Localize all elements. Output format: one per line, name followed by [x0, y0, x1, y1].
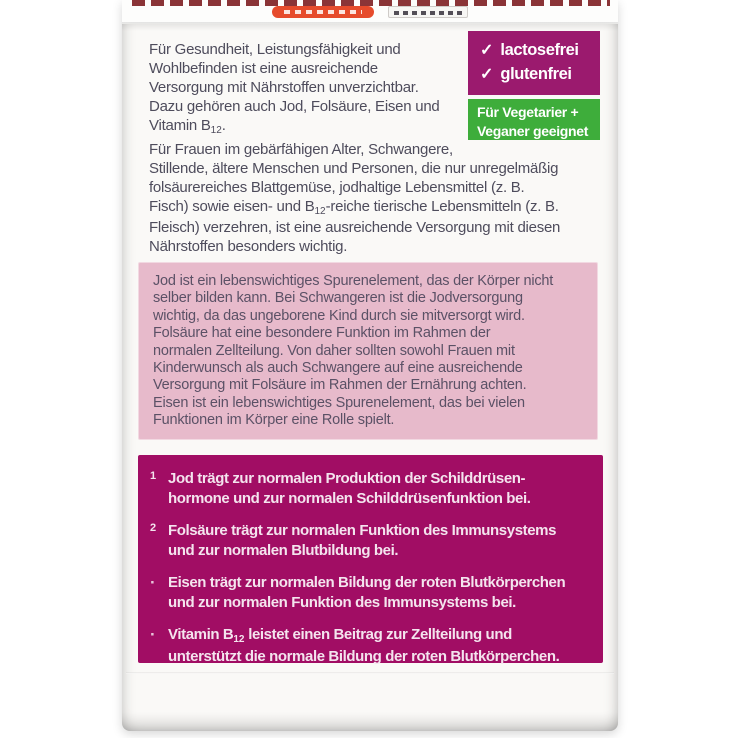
- text-line: Eisen ist ein lebenswichtiges Spurenelement, das bei vielen: [153, 394, 525, 411]
- text-line: folsäurereiches Blattgemüse, jodhaltige Lebensmittel (z. B.: [149, 179, 525, 196]
- red-label-print: [284, 10, 362, 14]
- text-line: Jod trägt zur normalen Produktion der Schilddrüsen-: [168, 470, 526, 487]
- lactosefree-label: lactosefrei: [500, 41, 579, 59]
- text-line: Vitamin $B_{12}$.: [149, 117, 226, 136]
- package-box-back: [122, 0, 618, 731]
- top-flap-red-label: [272, 6, 374, 18]
- text-line: Für Vegetarier +: [477, 104, 579, 120]
- text-line: unterstützt die normale Bildung der roten Blutkörperchen.: [168, 648, 560, 665]
- nutrient-info-panel: [138, 262, 598, 440]
- text-line: wichtig, da das ungeborene Kind durch sie mitversorgt wird.: [153, 307, 525, 324]
- top-flap-print-row: [132, 0, 610, 6]
- text-line: hormone und zur normalen Schilddrüsenfunktion bei.: [168, 490, 531, 507]
- bottom-edge-shadow: [122, 712, 618, 731]
- text-line: Versorgung mit Nährstoffen unverzichtbar.: [149, 79, 419, 96]
- text-line: Für Gesundheit, Leistungsfähigkeit und: [149, 41, 401, 58]
- claim-bullet: ·: [150, 625, 156, 644]
- text-line: Eisen trägt zur normalen Bildung der roten Blutkörperchen: [168, 574, 566, 591]
- text-line: Fleisch) verzehren, ist eine ausreichende Versorgung mit diesen: [149, 219, 561, 236]
- text-line: Für Frauen im gebärfähigen Alter, Schwangere,: [149, 141, 453, 158]
- claim-bullet: ·: [150, 573, 156, 592]
- claim-text: [168, 521, 556, 561]
- text-line: Folsäure trägt zur normalen Funktion des Immunsystems: [168, 522, 557, 539]
- claim-item-folsaeure: [150, 521, 593, 561]
- check-icon: ✓: [480, 42, 494, 59]
- flap-fold-shadow: [122, 22, 618, 31]
- text-line: und zur normalen Blutbildung bei.: [168, 542, 399, 559]
- text-line: Vitamin $B_{12}$ leistet einen Beitrag zur Zellteilung und: [168, 626, 512, 645]
- intro-paragraph-2: [149, 140, 605, 256]
- text-line: Fisch) sowie eisen- und $B_{12}$-reiche tierische Lebensmitteln (z. B.: [149, 198, 559, 217]
- check-icon: ✓: [480, 66, 494, 83]
- claim-text: [168, 573, 565, 613]
- text-line: Dazu gehören auch Jod, Folsäure, Eisen und: [149, 98, 440, 115]
- top-flap-code-label: [388, 6, 468, 18]
- text-line: Jod ist ein lebenswichtiges Spurenelement, das der Körper nicht: [153, 273, 554, 289]
- health-claims-panel: [138, 455, 603, 663]
- claim-marker: 2: [150, 522, 156, 534]
- intro-text: [149, 40, 605, 259]
- claim-item-jod: [150, 469, 593, 509]
- claim-text: [168, 469, 531, 509]
- intro-paragraph-1: [149, 40, 605, 137]
- code-label-print: [394, 11, 462, 15]
- glutenfree-label: glutenfrei: [500, 65, 572, 83]
- text-line: selber bilden kann. Bei Schwangeren ist die Jodversorgung: [153, 290, 523, 307]
- text-line: Kinderwunsch als auch Schwangere auf eine ausreichende: [153, 360, 523, 377]
- claim-item-eisen: [150, 573, 593, 613]
- claim-marker: 1: [150, 470, 156, 482]
- text-line: Nährstoffen besonders wichtig.: [149, 238, 348, 255]
- text-line: Stillende, ältere Menschen und Personen, die nur unregelmäßig: [149, 160, 559, 177]
- bottom-fold-line: [126, 672, 614, 674]
- text-line: Versorgung mit Folsäure im Rahmen der Ernährung achten.: [153, 377, 527, 394]
- text-line: Folsäure hat eine besondere Funktion im Rahmen der: [153, 325, 491, 342]
- text-line: und zur normalen Funktion des Immunsystems bei.: [168, 594, 516, 611]
- text-line: normalen Zellteilung. Von daher sollten sowohl Frauen mit: [153, 342, 515, 359]
- text-line: Veganer geeignet: [477, 123, 589, 139]
- claim-text: [168, 625, 559, 667]
- text-line: Wohlbefinden ist eine ausreichende: [149, 60, 378, 77]
- text-line: Funktionen im Körper eine Rolle spielt.: [153, 412, 395, 429]
- claim-item-vitamin-b12: [150, 625, 593, 667]
- top-flap: [122, 0, 618, 24]
